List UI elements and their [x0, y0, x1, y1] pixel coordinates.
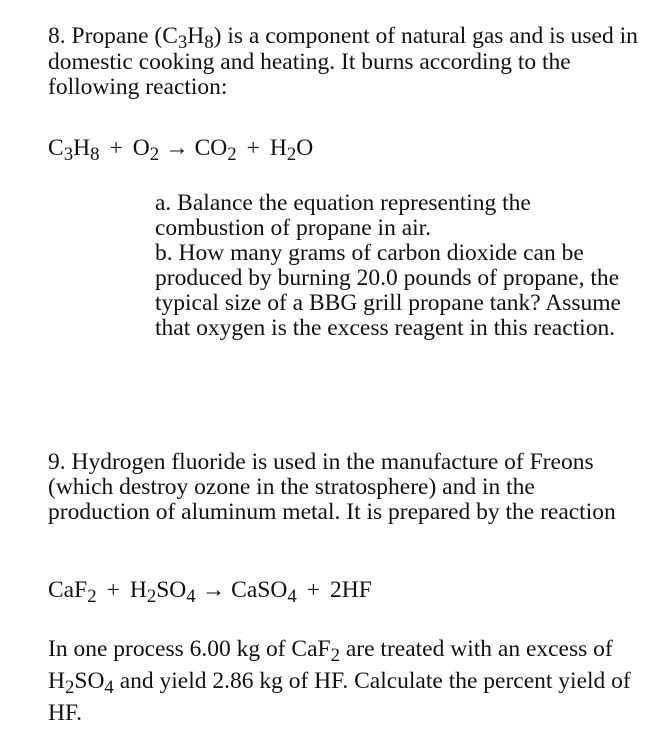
reactant-propane: $C_3H_8$	[48, 135, 100, 166]
propane-formula: $C_3H_8$	[162, 23, 214, 54]
reaction-arrow-icon: →	[165, 135, 189, 161]
question-8-part-a: a. Balance the equation representing the combustion of propane in air.	[155, 190, 531, 241]
question-8-equation	[48, 134, 313, 164]
question-9-intro: 9. Hydrogen fluoride is used in the manufacture of Freons (which destroy ozone in the stratosphere) and in the production of aluminum metal. It is prepared by the reaction	[48, 449, 616, 525]
plus-sign: +	[246, 135, 260, 161]
plus-sign: +	[306, 577, 320, 603]
product-hydrogen-fluoride: 2HF	[329, 577, 372, 603]
reactant-oxygen: $O_2$	[132, 135, 160, 166]
plus-sign: +	[109, 135, 123, 161]
question-8-intro: 8. Propane $(C_3H_8)$ is a component of natural gas and is used in domestic cooking and heating. It burns according to the following reaction:	[48, 23, 638, 100]
reactant-sulfuric-acid: $H_2SO_4$	[129, 577, 196, 608]
question-9-equation	[48, 576, 372, 606]
plus-sign: +	[106, 577, 120, 603]
product-water: $H_2O$	[269, 135, 314, 166]
question-8-part-b: b. How many grams of carbon dioxide can be produced by burning 20.0 pounds of propane, the typical size of a BBG grill propane tank? Assume that oxygen is the excess reagent in this reaction.	[155, 240, 621, 341]
question-8-parts	[155, 191, 635, 341]
reactant-calcium-fluoride: CaF$_2$	[48, 577, 97, 608]
product-carbon-dioxide: $CO_2$	[194, 135, 237, 166]
reaction-arrow-icon: →	[201, 577, 226, 603]
question-9-followup: In one process 6.00 kg of CaF$_2$ are treated with an excess of $H_2SO_4$ and yield 2.86 kg of HF. Calculate the percent yield of HF.	[48, 636, 631, 726]
product-calcium-sulfate: CaSO$_4$	[231, 577, 297, 608]
